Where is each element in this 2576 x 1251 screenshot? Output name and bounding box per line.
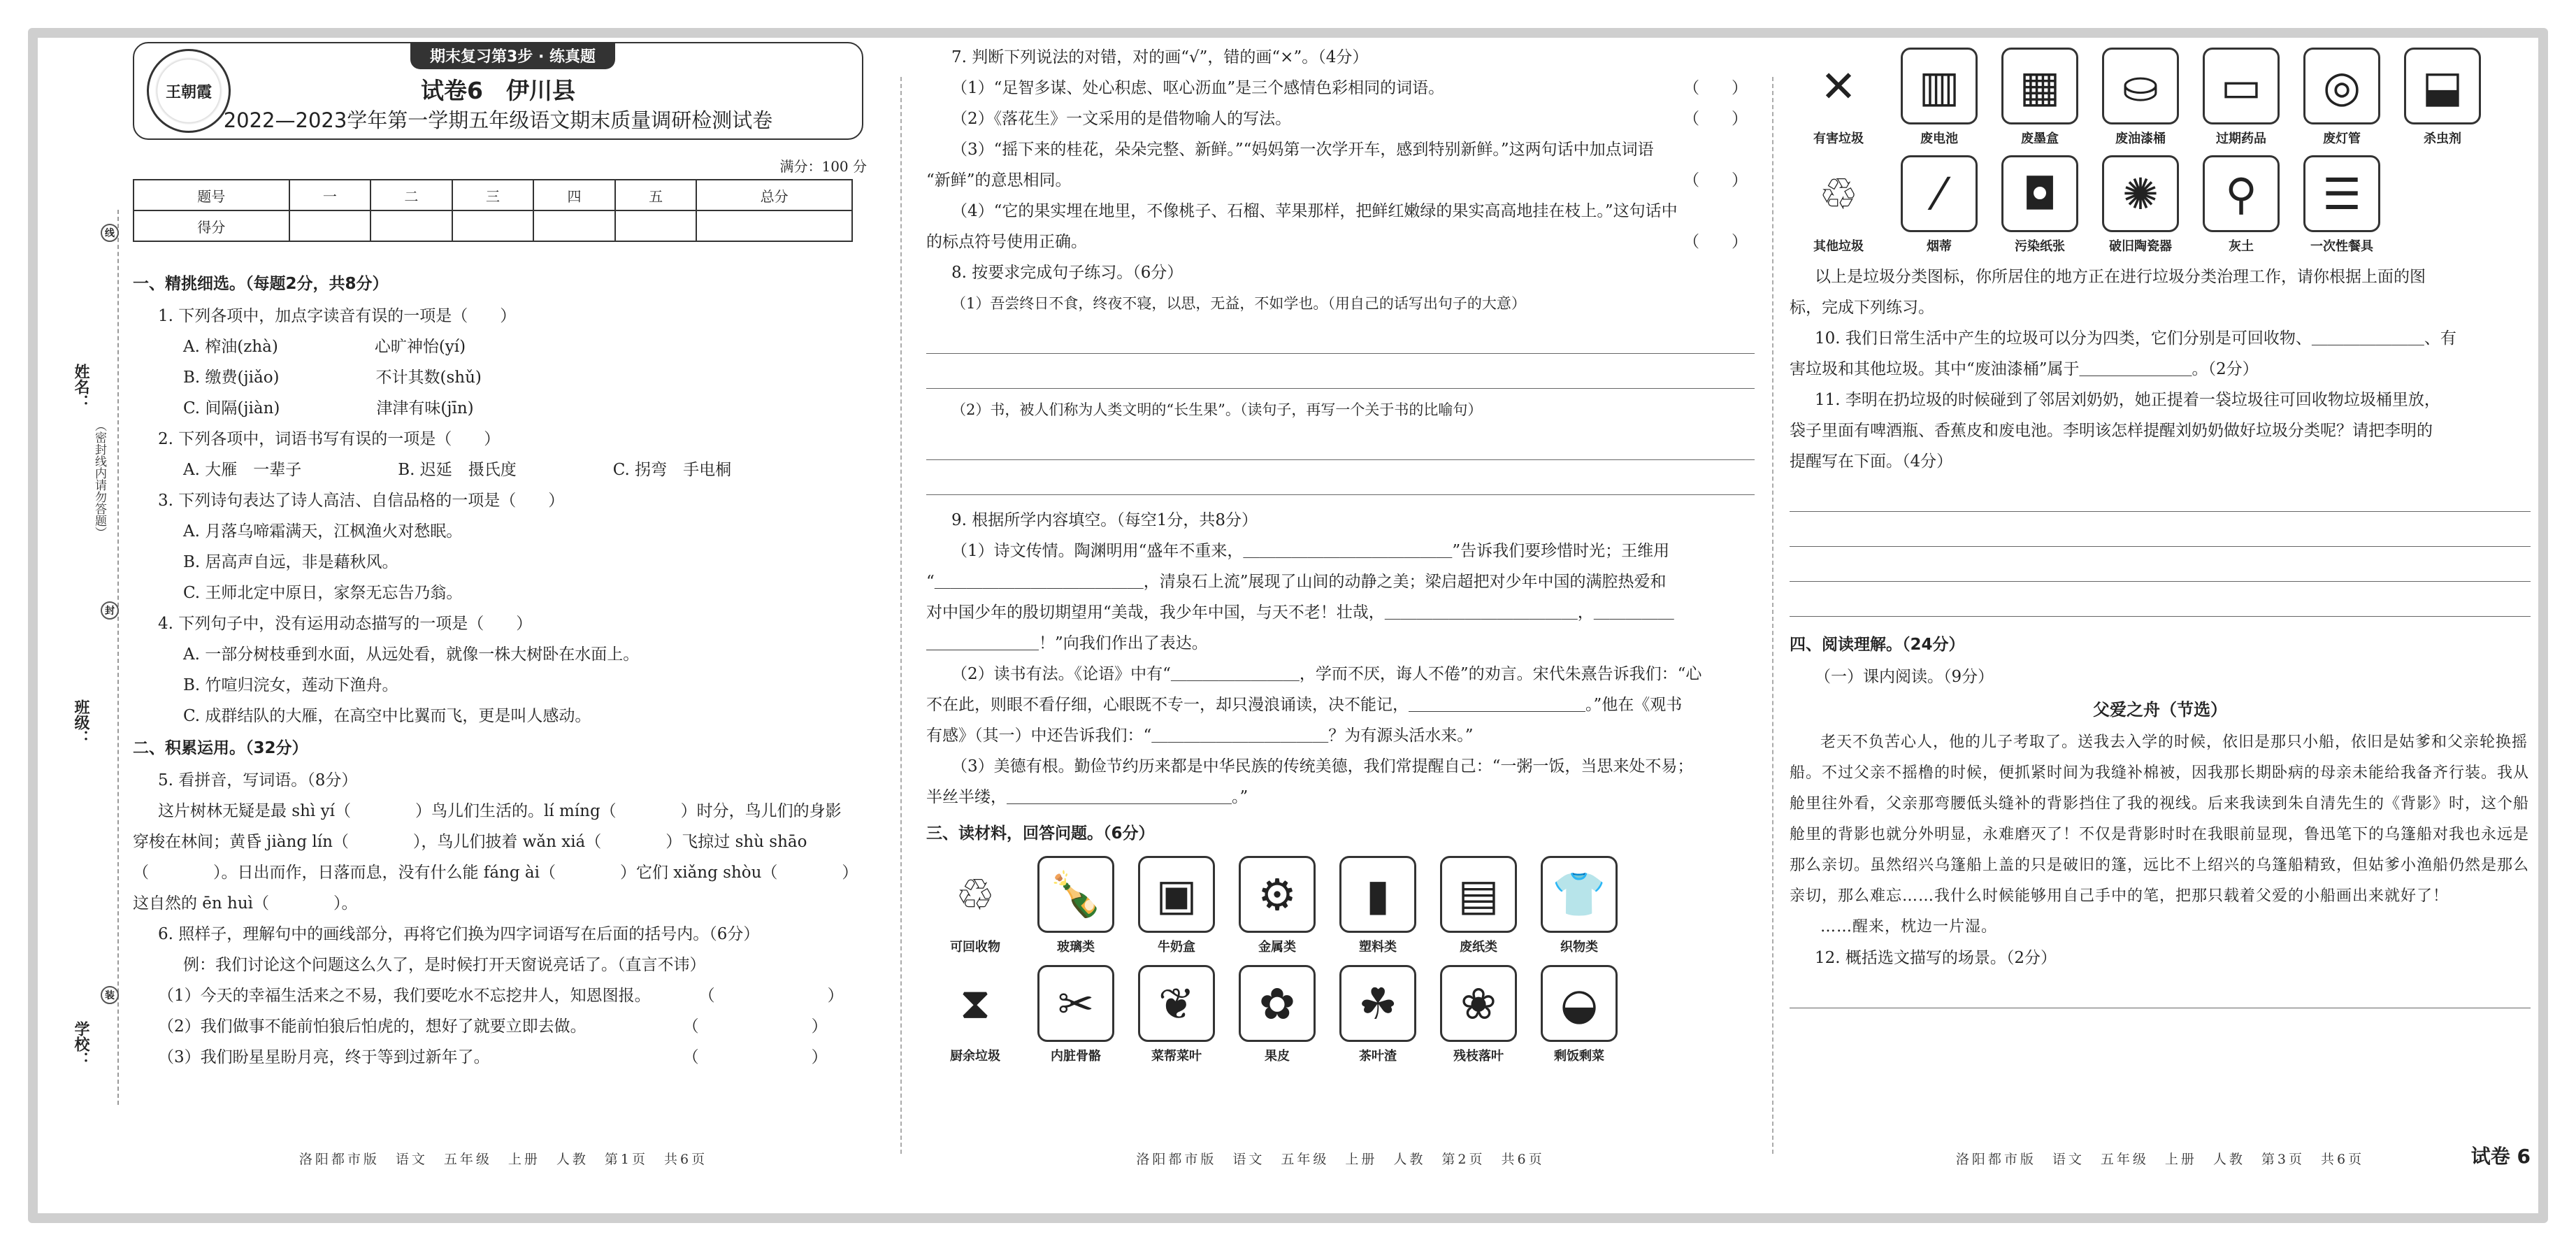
waste-icon-label: 内脏骨骼 xyxy=(1051,1049,1101,1064)
question-text: 对中国少年的殷切期望用“美哉，我少年中国，与天不老！壮哉，＿＿＿＿＿＿＿＿＿＿＿＿，＿＿＿＿＿ xyxy=(926,603,1674,622)
waste-category-icon: ❦ xyxy=(1138,965,1215,1042)
example: 例：我们讨论这个问题这么久了，是时候打开天窗说亮话了。（直言不讳） xyxy=(183,956,706,974)
answer-line[interactable] xyxy=(1790,582,2531,617)
waste-icon-item xyxy=(1437,856,1520,955)
waste-icon-label: 废电池 xyxy=(1920,131,1958,146)
question-text: （3）我们盼星星盼月亮，终于等到过新年了。 （ ） xyxy=(158,1048,828,1066)
question-text: （1）诗文传情。陶渊明用“盛年不重来，＿＿＿＿＿＿＿＿＿＿＿＿＿”告诉我们要珍惜时光；王维用 xyxy=(951,542,1670,560)
waste-category-icon: ☘ xyxy=(1339,965,1416,1042)
question-text: （3）美德有根。勤俭节约历来都是中华民族的传统美德，我们常提醒自己：“一粥一饭，当思来处不易； xyxy=(951,757,1694,775)
seal-mark-line: 线 xyxy=(101,224,119,242)
waste-icon-label: 有害垃圾 xyxy=(1813,131,1864,146)
section-3-title: 三、读材料，回答问题。（6分） xyxy=(926,824,1155,843)
section-4-title: 四、阅读理解。（24分） xyxy=(1790,636,1965,654)
page-footer: 洛阳都市版 语文 五年级 上册 人教 第1页 共6页 xyxy=(298,1152,708,1167)
hazardous-icons xyxy=(1797,48,2531,147)
question-text: 这自然的 ēn huì（ ）。 xyxy=(133,894,358,913)
waste-icon-item xyxy=(2199,48,2283,147)
score-cell[interactable] xyxy=(533,210,615,241)
waste-icon-label: 残枝落叶 xyxy=(1453,1049,1504,1064)
waste-icon-label: 一次性餐具 xyxy=(2310,239,2373,254)
waste-category-icon: ▣ xyxy=(1138,856,1215,933)
page-footer: 洛阳都市版 语文 五年级 上册 人教 第2页 共6页 xyxy=(1136,1152,1545,1167)
section-2-title: 二、积累运用。（32分） xyxy=(133,739,308,757)
waste-icon-item xyxy=(2401,48,2484,147)
score-header-cell: 二 xyxy=(370,180,452,210)
question-text: （ ）。日出而作，日落而息，没有什么能 fáng ài（ ）它们 xiǎng shòu（ ） xyxy=(133,864,858,882)
question-text: （2）我们做事不能前怕狼后怕虎的，想好了就要立即去做。 （ ） xyxy=(158,1017,828,1036)
waste-icon-item xyxy=(933,965,1017,1064)
option: A. 一部分树枝垂到水面，从远处看，就像一株大树卧在水面上。 xyxy=(183,645,640,664)
waste-icon-item xyxy=(2199,155,2283,255)
waste-icon-item xyxy=(1135,856,1218,955)
question-text: 有感》（其一）中还告诉我们：“＿＿＿＿＿＿＿＿＿＿＿？为有源头活水来。” xyxy=(926,727,1474,745)
waste-category-icon: ▥ xyxy=(1901,48,1978,124)
exam-number-brand: 试卷 6 xyxy=(2470,1145,2531,1168)
other-icons xyxy=(1797,155,2531,255)
paragraph: 标，完成下列练习。 xyxy=(1790,299,1934,317)
question: 5. 看拼音，写词语。（8分） xyxy=(158,771,358,789)
question-text: （1）“足智多谋、处心积虑、呕心沥血”是三个感情色彩相同的词语。 （ ） xyxy=(951,79,1748,97)
waste-category-icon: ❀ xyxy=(1440,965,1517,1042)
option: B. 缴费(jiǎo) 不计其数(shǔ) xyxy=(183,369,482,387)
waste-icon-label: 污染纸张 xyxy=(2015,239,2065,254)
waste-category-icon: ⚲ xyxy=(2203,155,2280,232)
review-tag: 期末复习第3步 · 练真题 xyxy=(410,42,615,69)
waste-icon-item xyxy=(1034,965,1118,1064)
waste-icon-item xyxy=(1537,856,1621,955)
waste-icon-item xyxy=(1437,965,1520,1064)
waste-icon-item xyxy=(933,856,1017,955)
waste-icon-label: 烟蒂 xyxy=(1927,239,1952,254)
waste-category-icon: ◎ xyxy=(2303,48,2380,124)
waste-icon-item xyxy=(1797,48,1880,147)
question: 袋子里面有啤酒瓶、香蕉皮和废电池。李明该怎样提醒刘奶奶做好垃圾分类呢？请把李明的 xyxy=(1790,422,2433,440)
score-cell[interactable] xyxy=(289,210,371,241)
waste-category-icon: ⬓ xyxy=(2404,48,2481,124)
question-text: （1）吾尝终日不食，终夜不寝，以思，无益，不如学也。（用自己的话写出句子的大意） xyxy=(951,295,1526,312)
question: 8. 按要求完成句子练习。（6分） xyxy=(951,264,1183,282)
question-text: 的标点符号使用正确。 （ ） xyxy=(926,233,1748,251)
waste-icon-item xyxy=(1897,48,1981,147)
recyclable-icons xyxy=(933,856,1755,955)
page-divider xyxy=(900,77,902,1154)
score-table xyxy=(133,179,853,242)
waste-category-icon: ⁄ xyxy=(1901,155,1978,232)
waste-icon-item xyxy=(1537,965,1621,1064)
seal-warning: （密封线内请勿答题） xyxy=(92,420,106,538)
waste-icon-item xyxy=(1034,856,1118,955)
waste-icon-label: 厨余垃圾 xyxy=(950,1049,1000,1064)
answer-line[interactable] xyxy=(1790,547,2531,582)
waste-category-icon: ♲ xyxy=(956,868,995,920)
option: B. 竹喧归浣女，莲动下渔舟。 xyxy=(183,676,398,694)
waste-icon-item xyxy=(2300,48,2384,147)
waste-category-icon: ◘ xyxy=(2001,155,2078,232)
question: 害垃圾和其他垃圾。其中“废油漆桶”属于＿＿＿＿＿＿＿。（2分） xyxy=(1790,360,2259,378)
score-header-cell: 题号 xyxy=(134,180,289,210)
waste-icon-label: 织物类 xyxy=(1560,940,1598,955)
score-row-label: 得分 xyxy=(134,210,289,241)
question: 4. 下列句子中，没有运用动态描写的一项是（ ） xyxy=(158,615,533,633)
passage-paragraph: 老天不负苦心人，他的儿子考取了。送我去入学的时候，依旧是那只小船，依旧是姑爹和父亲轮换摇船。不过父亲不摇橹的时候，便抓紧时间为我缝补棉被，因我那长期卧病的母亲未能给我备齐行装。我从舱里往外看，父亲那弯腰低头缝补的背影挡住了我的视线。后来我读到朱自清先生的《背影》时，这个船舱里的背影也就分外明显，永难磨灭了！不仅是背影时时在我眼前显现，鲁迅笔下的乌篷船对我也永远是那么亲切。虽然绍兴乌篷船上盖的只是破旧的篷，远比不上绍兴的乌篷船精致，但姑爹小渔船仍然是那么亲切，那么难忘……我什么时候能够用自己手中的笔，把那只载着父爱的小船画出来就好了！ xyxy=(1790,734,2530,905)
waste-icon-item xyxy=(1336,965,1420,1064)
question: 12. 概括选文描写的场景。（2分） xyxy=(1815,949,2057,967)
waste-icon-item xyxy=(1235,965,1319,1064)
question-text: （2）《落花生》一文采用的是借物喻人的写法。 （ ） xyxy=(951,110,1748,128)
waste-category-icon: 🍾 xyxy=(1037,856,1114,933)
waste-category-icon: ⛀ xyxy=(2102,48,2179,124)
waste-icon-item xyxy=(2099,155,2182,255)
waste-category-icon: ✕ xyxy=(1820,60,1857,112)
kitchen-icons xyxy=(933,965,1755,1064)
answer-line[interactable] xyxy=(1790,512,2531,547)
school-label: 学校： xyxy=(72,1021,89,1067)
option: A. 月落乌啼霜满天，江枫渔火对愁眠。 xyxy=(183,522,463,541)
waste-category-icon: ☰ xyxy=(2303,155,2380,232)
score-header-cell: 一 xyxy=(289,180,371,210)
question-text: 穿梭在林间；黄昏 jiàng lín（ ），鸟儿们披着 wǎn xiá（ ）飞掠过 shù shāo xyxy=(133,833,807,851)
score-cell[interactable] xyxy=(370,210,452,241)
waste-icon-item xyxy=(1336,856,1420,955)
waste-icon-label: 果皮 xyxy=(1265,1049,1290,1064)
section-1-title: 一、精挑细选。（每题2分，共8分） xyxy=(133,275,389,293)
full-score: 满分：100 分 xyxy=(779,158,867,175)
waste-category-icon: ▤ xyxy=(1440,856,1517,933)
question: 7. 判断下列说法的对错，对的画“√”，错的画“×”。（4分） xyxy=(951,48,1369,66)
class-label: 班级： xyxy=(72,699,89,745)
waste-icon-label: 金属类 xyxy=(1258,940,1296,955)
waste-category-icon: ⚙ xyxy=(1239,856,1316,933)
waste-category-icon: ◒ xyxy=(1541,965,1618,1042)
question: 提醒写在下面。（4分） xyxy=(1790,452,1953,471)
seal-mark-seal: 封 xyxy=(101,601,119,620)
answer-line[interactable] xyxy=(1790,973,2531,1008)
question: 9. 根据所学内容填空。（每空1分，共8分） xyxy=(951,511,1258,529)
waste-icon-label: 其他垃圾 xyxy=(1813,239,1864,254)
waste-icon-label: 废纸类 xyxy=(1460,940,1497,955)
question: 6. 照样子，理解句中的画线部分，再将它们换为四字词语写在后面的括号内。（6分） xyxy=(158,925,760,943)
exam-subtitle: 2022—2023学年第一学期五年级语文期末质量调研检测试卷 xyxy=(223,108,773,132)
brand-logo: 王朝霞 xyxy=(147,49,231,133)
option: C. 间隔(jiàn) 津津有味(jīn) xyxy=(183,399,474,417)
question-text: （2）读书有法。《论语》中有“＿＿＿＿＿＿＿＿，学而不厌，诲人不倦”的劝言。宋代朱熹告诉我们：“心 xyxy=(951,665,1702,683)
question-text: （1）今天的幸福生活来之不易，我们要吃水不忘挖井人，知恩图报。 （ ） xyxy=(158,987,844,1005)
waste-icon-item xyxy=(1897,155,1981,255)
question-text: （4）“它的果实埋在地里，不像桃子、石榴、苹果那样，把鲜红嫩绿的果实高高地挂在枝上。”这句话中 xyxy=(951,202,1678,220)
question-text: 这片树林无疑是最 shì yí（ ）鸟儿们生活的。lí míng（ ）时分，鸟儿们的身影 xyxy=(158,802,842,820)
passage-paragraph: ……醒来，枕边一片湿。 xyxy=(1820,918,1998,936)
score-header-cell: 五 xyxy=(615,180,697,210)
answer-line[interactable] xyxy=(926,460,1755,495)
score-header-cell: 总分 xyxy=(696,180,852,210)
question: 3. 下列诗句表达了诗人高洁、自信品格的一项是（ ） xyxy=(158,492,565,510)
page-1 xyxy=(133,42,874,1167)
score-header-cell: 三 xyxy=(452,180,534,210)
question-text: （2）书，被人们称为人类文明的“长生果”。（读句子，再写一个关于书的比喻句） xyxy=(951,401,1483,418)
option: B. 居高声自远，非是藉秋风。 xyxy=(183,553,398,571)
option: C. 成群结队的大雁，在高空中比翼而飞，更是叫人感动。 xyxy=(183,707,591,725)
score-cell[interactable] xyxy=(452,210,534,241)
question-text: “新鲜”的意思相同。 （ ） xyxy=(926,171,1748,190)
exam-title: 试卷6 伊川县 xyxy=(421,77,575,104)
score-cell[interactable] xyxy=(615,210,697,241)
page-footer: 洛阳都市版 语文 五年级 上册 人教 第3页 共6页 xyxy=(1955,1152,2365,1167)
waste-category-icon: ⧗ xyxy=(960,978,991,1029)
subsection-title: （一）课内阅读。（9分） xyxy=(1815,668,1994,686)
waste-category-icon: ✂ xyxy=(1037,965,1114,1042)
passage-title: 父爱之舟（节选） xyxy=(2093,700,2227,720)
question-text: 半丝半缕，＿＿＿＿＿＿＿＿＿＿＿＿＿＿。” xyxy=(926,788,1249,806)
answer-line[interactable] xyxy=(926,354,1755,389)
waste-icon-label: 可回收物 xyxy=(950,940,1000,955)
option: A. 榨油(zhà) 心旷神怡(yí) xyxy=(183,338,466,356)
answer-line[interactable] xyxy=(926,425,1755,460)
option: A. 大雁 一辈子 B. 迟延 摄氏度 C. 拐弯 手电桐 xyxy=(183,461,732,479)
waste-category-icon: ✺ xyxy=(2102,155,2179,232)
seal-strip xyxy=(70,210,119,1105)
question: 11. 李明在扔垃圾的时候碰到了邻居刘奶奶，她正提着一袋垃圾往可回收物垃圾桶里放， xyxy=(1815,391,2440,409)
exam-header xyxy=(133,42,863,140)
waste-icon-label: 塑料类 xyxy=(1359,940,1397,955)
question: 1. 下列各项中，加点字读音有误的一项是（ ） xyxy=(158,307,517,325)
waste-category-icon: ▭ xyxy=(2203,48,2280,124)
waste-icon-item xyxy=(1797,155,1880,255)
waste-icon-label: 废墨盒 xyxy=(2021,131,2059,146)
name-label: 姓名： xyxy=(72,364,89,410)
question: 2. 下列各项中，词语书写有误的一项是（ ） xyxy=(158,430,501,448)
waste-icon-item xyxy=(1998,155,2082,255)
answer-line[interactable] xyxy=(1790,477,2531,512)
waste-icon-item xyxy=(2099,48,2182,147)
score-header-cell: 四 xyxy=(533,180,615,210)
waste-icon-item xyxy=(1235,856,1319,955)
waste-icon-item xyxy=(1998,48,2082,147)
waste-icon-label: 玻璃类 xyxy=(1057,940,1095,955)
waste-category-icon: 👕 xyxy=(1541,856,1618,933)
waste-category-icon: ▦ xyxy=(2001,48,2078,124)
answer-line[interactable] xyxy=(926,319,1755,354)
waste-icon-label: 破旧陶瓷器 xyxy=(2109,239,2172,254)
waste-category-icon: ✿ xyxy=(1239,965,1316,1042)
page-3 xyxy=(1790,42,2531,1168)
waste-icon-label: 过期药品 xyxy=(2216,131,2266,146)
question-text: 不在此，则眼不看仔细，心眼既不专一，却只漫浪诵读，决不能记，＿＿＿＿＿＿＿＿＿＿＿。”他在《观书 xyxy=(926,696,1683,714)
paragraph: 以上是垃圾分类图标，你所居住的地方正在进行垃圾分类治理工作，请你根据上面的图 xyxy=(1815,268,2426,286)
waste-icon-label: 牛奶盒 xyxy=(1158,940,1195,955)
option: C. 王师北定中原日，家祭无忘告乃翁。 xyxy=(183,584,463,602)
score-cell[interactable] xyxy=(696,210,852,241)
question: 10. 我们日常生活中产生的垃圾可以分为四类，它们分别是可回收物、＿＿＿＿＿＿＿、有 xyxy=(1815,329,2456,348)
waste-icon-label: 废灯管 xyxy=(2323,131,2361,146)
page-divider xyxy=(1772,77,1773,1154)
waste-icon-label: 杀虫剂 xyxy=(2424,131,2461,146)
waste-icon-label: 废油漆桶 xyxy=(2115,131,2166,146)
waste-icon-label: 灰土 xyxy=(2229,239,2254,254)
waste-category-icon: ♲ xyxy=(1819,168,1858,220)
waste-category-icon: ▮ xyxy=(1339,856,1416,933)
waste-icon-label: 茶叶渣 xyxy=(1359,1049,1397,1064)
waste-icon-label: 剩饭剩菜 xyxy=(1554,1049,1604,1064)
seal-mark-bind: 装 xyxy=(101,986,119,1004)
page-2 xyxy=(926,42,1755,1167)
question-text: “＿＿＿＿＿＿＿＿＿＿＿＿＿，清泉石上流”展现了山间的动静之美；梁启超把对少年中国的满腔热爱和 xyxy=(926,573,1667,591)
waste-icon-item xyxy=(2300,155,2384,255)
waste-icon-label: 菜帮菜叶 xyxy=(1151,1049,1202,1064)
waste-icon-item xyxy=(1135,965,1218,1064)
question-text: （3）“摇下来的桂花，朵朵完整、新鲜。”“妈妈第一次学开车，感到特别新鲜。”这两句话中加点词语 xyxy=(951,141,1654,159)
question-text: ＿＿＿＿＿＿＿！”向我们作出了表达。 xyxy=(926,634,1208,652)
